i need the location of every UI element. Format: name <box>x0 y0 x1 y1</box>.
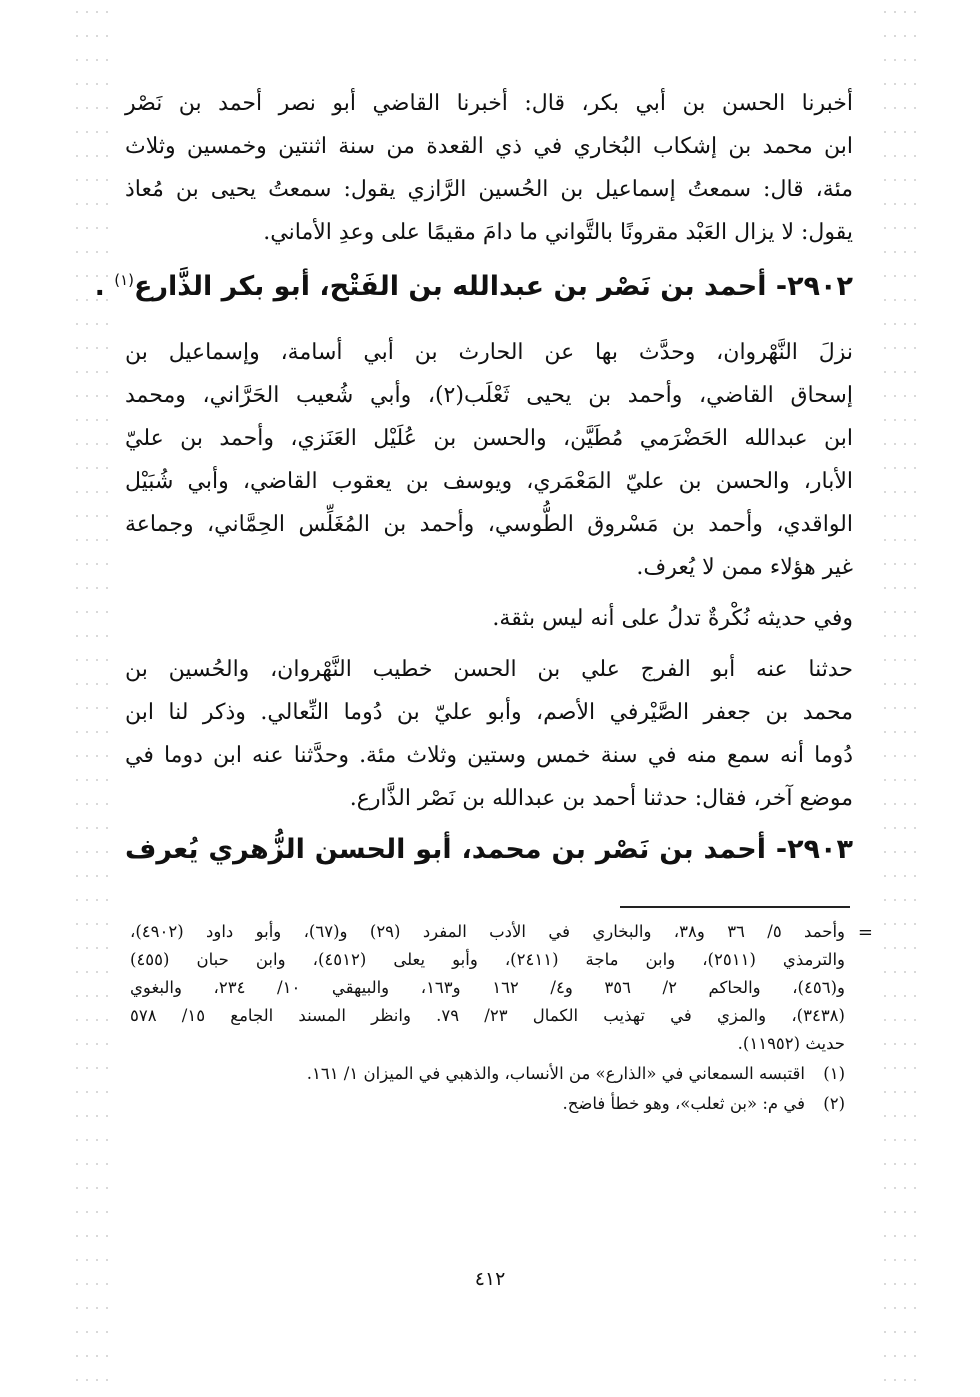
entry-heading-2903 <box>125 824 853 876</box>
page-number: ٤١٢ <box>474 1268 506 1290</box>
entry-title: - أحمد بن نَصْر بن محمد، أبو الحسن الزُّهري يُعرف <box>125 834 788 865</box>
entry-number: ٢٩٠٣ <box>787 834 853 865</box>
paragraph-opening <box>125 82 853 254</box>
paragraph-narrators <box>125 331 853 589</box>
footnote-text: اقتبسه السمعاني في «الذارع» من الأنساب، والذهبي في الميزان ١/ ١٦١. <box>306 1064 805 1083</box>
page-body <box>94 82 853 876</box>
text-line: دُوما أنه سمع منه في سنة خمس وستين وثلاث مئة. وحدَّثنا عنه ابن دوما في <box>125 743 853 768</box>
entry-number: ٢٩٠٢ <box>787 271 853 302</box>
text-line: مئة، قال: سمعتُ إسماعيل بن الحُسين الرَّازي يقول: سمعتُ يحيى بن مُعاذ <box>125 177 853 202</box>
text-line: إسحاق القاضي، وأحمد بن يحيى ثَعْلَب(٢)، وأبي شُعيب الحَرَّاني، ومحمد <box>125 383 853 408</box>
footnote-line: و(٤٥٦)، والحاكم ٢/ ٣٥٦ و٤/ ١٦٢ و١٦٣، والبيهقي ١٠/ ٢٣٤، والبغوي <box>130 978 845 997</box>
footnote-ref: (١) <box>114 271 135 289</box>
footnotes <box>130 918 873 1118</box>
entry-heading-2902 <box>94 254 853 313</box>
footnote-line: والترمذي (٢٥١١)، وابن ماجة (٢٤١١)، وأبو يعلى (٤٥١٢)، وابن حبان (٤٥٥) <box>130 950 846 969</box>
text-line: غير هؤلاء ممن لا يُعرف. <box>636 555 853 580</box>
text-line: يقول: لا يزال العَبْد مقرونًا بالتَّواني ما دامَ مقيمًا على وعدِ الأماني. <box>263 220 853 245</box>
text-line: وفي حديثه نُكْرةٌ تدلُ على أنه ليس بثقة. <box>492 606 853 631</box>
footnote-1 <box>130 1060 845 1088</box>
text-line: موضع آخر، فقال: حدثنا أحمد بن عبدالله بن نَصْر الذَّارع. <box>349 786 853 811</box>
footnote-line: (٣٤٣٨)، والمزي في تهذيب الكمال ٢٣/ ٧٩. وانظر المسند الجامع ١٥/ ٥٧٨ <box>130 1006 845 1025</box>
scan-margin-dots-left <box>72 0 112 1397</box>
text-line: ابن محمد بن إشكاب البُخاري في ذي القعدة من سنة اثنتين وخمسين وثلاث <box>125 134 853 159</box>
footnote-text: في م: «بن ثعلب»، وهو خطأ فاضح. <box>562 1094 805 1113</box>
paragraph-transmitters <box>125 648 853 820</box>
footnote-separator <box>620 906 850 908</box>
entry-end-mark: . <box>94 271 105 302</box>
footnote-marker: (١) <box>823 1064 845 1083</box>
text-line: محمد بن جعفر الصَّيْرفي الأصم، وأبو عليّ بن دُوما النِّعالي. وذكر لنا ابن <box>125 700 853 725</box>
footnote-marker: (٢) <box>823 1094 845 1113</box>
footnote-2 <box>130 1090 845 1118</box>
text-line: أخبرنا الحسن بن أبي بكر، قال: أخبرنا القاضي أبو نصر أحمد بن نَصْر <box>125 91 853 116</box>
text-line: الواقدي، وأحمد بن مَسْروق الطُّوسي، وأحمد بن المُغَلِّس الحِمَّاني، وجماعة <box>125 512 853 537</box>
paragraph-assessment <box>125 597 853 640</box>
continuation-marker: = <box>857 922 873 943</box>
text-line: حدثنا عنه أبو الفرج علي بن الحسن خطيب النَّهْروان، والحُسين بن <box>125 657 853 682</box>
footnote-line: حديث (١١٩٥٢). <box>737 1034 845 1053</box>
footnote-continuation <box>130 918 873 1058</box>
text-line: الأبار، والحسن بن عليّ المَعْمَري، ويوسف بن يعقوب القاضي، وأبي شُبَيْل <box>125 469 853 494</box>
text-line: ابن عبدالله الحَضْرَمي مُطَيَّن، والحسن بن عُلَيْل العَنَزي، وأحمد بن عليّ <box>125 426 853 451</box>
entry-title: - أحمد بن نَصْر بن عبدالله بن الفَتْح، أبو بكر الذَّارع <box>134 271 788 302</box>
text-line: نزلَ النَّهْروان، وحدَّث بها عن الحارث بن أبي أسامة، وإسماعيل بن <box>125 340 853 365</box>
footnote-line: وأحمد ٥/ ٣٦ و٣٨، والبخاري في الأدب المفرد (٢٩) و(٦٧)، وأبو داود (٤٩٠٢)، <box>130 922 846 941</box>
scan-margin-dots-right <box>880 0 920 1397</box>
